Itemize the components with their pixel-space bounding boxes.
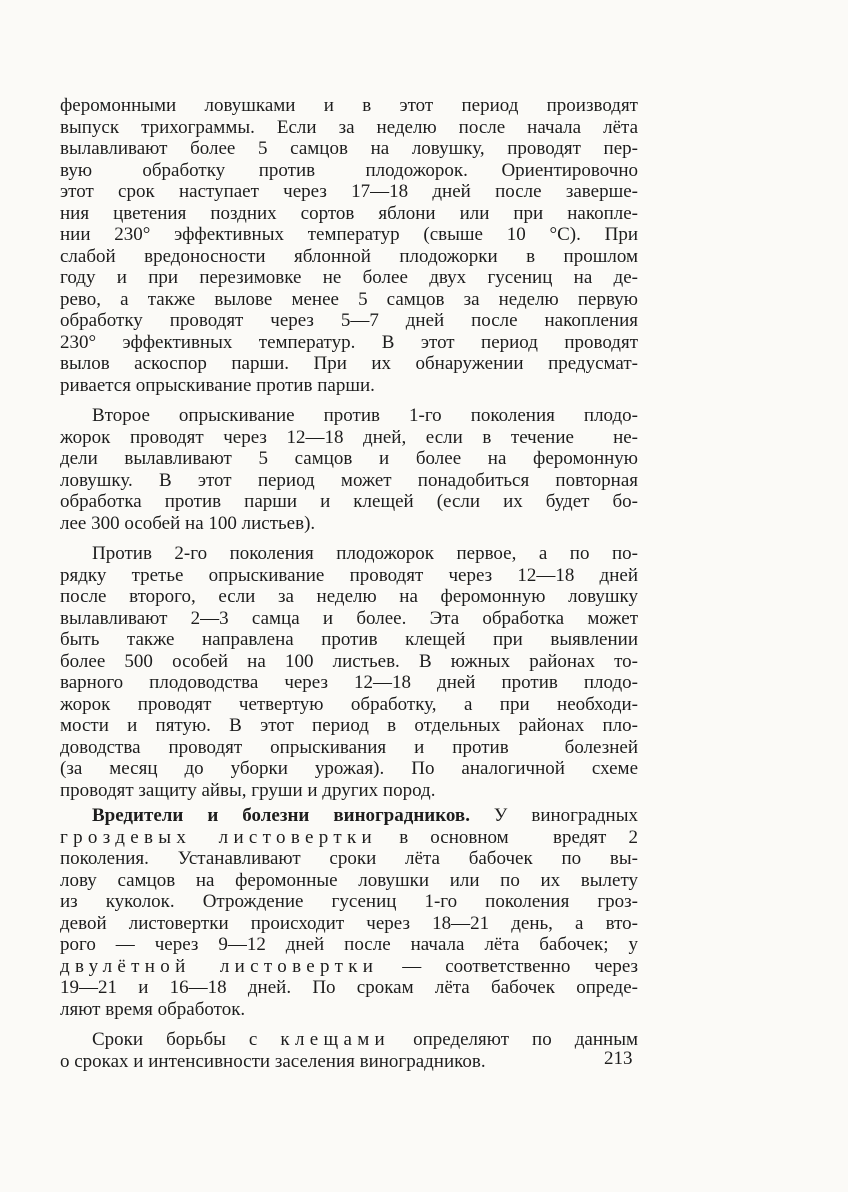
text-line (60, 629, 640, 651)
text-line (60, 405, 640, 427)
text-segment: лову самцов на феромонные ловушки или по их вылету (60, 869, 638, 891)
text-line (60, 310, 640, 332)
text-line (60, 160, 640, 182)
bold-heading: Вредители и болезни виноградников. (92, 805, 470, 826)
text-segment: определяют по данным (390, 1029, 638, 1050)
spaced-term: гроздевых листовертки (60, 826, 378, 848)
text-segment: У виноградных (469, 805, 638, 826)
text-segment: поколения. Устанавливают сроки лёта бабочек по вы- (60, 848, 638, 869)
text-segment: в основном вредят 2 (377, 826, 638, 848)
text-segment: — соответственно через (378, 955, 639, 977)
body-text (60, 95, 640, 1072)
spaced-term: клещами (280, 1029, 391, 1050)
text-segment: вую обработку против плодожорок. Ориентировочно (60, 159, 638, 181)
text-line (60, 999, 640, 1021)
text-segment: дели вылавливают 5 самцов и более на феромонную (60, 448, 638, 469)
page-number: 213 (604, 1048, 633, 1069)
text-line (60, 1029, 640, 1051)
text-segment: быть также направлена против клещей при выявлении (60, 629, 638, 650)
text-line (60, 805, 640, 827)
text-segment: обработку проводят через 5—7 дней после накопления (60, 310, 638, 331)
spaced-term: двулётной листовертки (60, 955, 379, 977)
text-segment: 19—21 и 16—18 дней. По срокам лёта бабочек опреде- (60, 977, 638, 998)
text-segment: ловушку. В этот период может понадобиться повторная (60, 469, 638, 491)
text-segment: выпуск трихограммы. Если за неделю после начала лёта (60, 116, 638, 138)
text-line (60, 427, 640, 449)
text-segment: лее 300 особей на 100 листьев). (60, 512, 316, 534)
text-line (60, 694, 640, 716)
text-line (60, 827, 640, 849)
text-segment: проводят защиту айвы, груши и других пород. (60, 779, 436, 801)
text-segment: рядку третье опрыскивание проводят через 12—18 дней (60, 564, 638, 586)
text-segment: о сроках и интенсивности заселения виноградников. (60, 1050, 486, 1072)
text-line (60, 737, 640, 759)
text-line (60, 608, 640, 630)
text-segment: ривается опрыскивание против парши. (60, 374, 375, 396)
text-segment: обработка против парши и клещей (если их будет бо- (60, 491, 638, 512)
text-line (60, 289, 640, 311)
text-line (60, 448, 640, 470)
text-line (60, 848, 640, 870)
text-line (60, 491, 640, 513)
text-line (60, 246, 640, 268)
text-segment: Против 2-го поколения плодожорок первое, а по по- (92, 543, 638, 564)
text-line (60, 513, 640, 535)
text-segment: рево, а также вылове менее 5 самцов за неделю первую (60, 288, 638, 310)
text-segment: рого — через 9—12 дней после начала лёта бабочек; у (60, 934, 638, 955)
text-segment: слабой вредоносности яблонной плодожорки в прошлом (60, 245, 638, 267)
text-line (60, 470, 640, 492)
text-line (60, 332, 640, 354)
text-segment: Сроки борьбы с (92, 1029, 281, 1050)
text-segment: (за месяц до уборки урожая). По аналогичной схеме (60, 758, 638, 779)
text-line (60, 780, 640, 802)
text-segment: ляют время обработок. (60, 998, 246, 1020)
text-segment: варного плодоводства через 12—18 дней против плодо- (60, 672, 638, 693)
text-segment: более 500 особей на 100 листьев. В южных районах то- (60, 650, 638, 672)
text-segment: Второе опрыскивание против 1-го поколения плодо- (92, 405, 638, 426)
text-segment: году и при перезимовке не более двух гусениц на де- (60, 267, 638, 288)
text-segment: жорок проводят четвертую обработку, а при необходи- (60, 693, 638, 715)
text-segment: вылов аскоспор парши. При их обнаружении предусмат- (60, 353, 638, 374)
text-line (60, 956, 640, 978)
text-segment: этот срок наступает через 17—18 дней после заверше- (60, 181, 638, 202)
text-segment: доводства проводят опрыскивания и против болезней (60, 736, 638, 758)
text-line (60, 565, 640, 587)
text-line (60, 224, 640, 246)
text-line (60, 870, 640, 892)
text-line (60, 913, 640, 935)
text-segment: ния цветения поздних сортов яблони или при накопле- (60, 202, 638, 224)
text-line (60, 353, 640, 375)
text-line (60, 181, 640, 203)
text-segment: после второго, если за неделю на феромонную ловушку (60, 586, 638, 607)
text-segment: жорок проводят через 12—18 дней, если в течение не- (60, 426, 638, 448)
text-line (60, 117, 640, 139)
text-line (60, 267, 640, 289)
text-line (60, 543, 640, 565)
text-line (60, 138, 640, 160)
text-line (60, 715, 640, 737)
text-segment: девой листовертки происходит через 18—21 день, а вто- (60, 912, 638, 934)
text-line (60, 1051, 640, 1073)
text-line (60, 95, 640, 117)
text-segment: из куколок. Отрождение гусениц 1-го поколения грoз- (60, 891, 638, 912)
text-line (60, 891, 640, 913)
text-line (60, 651, 640, 673)
text-line (60, 672, 640, 694)
text-segment: нии 230° эффективных температур (свыше 10 °С). При (60, 224, 638, 245)
text-segment: вылавливают более 5 самцов на ловушку, проводят пер- (60, 138, 638, 159)
text-segment: вылавливают 2—3 самца и более. Эта обработка может (60, 607, 638, 629)
text-segment: 230° эффективных температур. В этот период проводят (60, 331, 638, 353)
text-line (60, 977, 640, 999)
text-segment: мости и пятую. В этот период в отдельных районах пло- (60, 715, 638, 736)
text-line (60, 758, 640, 780)
text-line (60, 934, 640, 956)
text-line (60, 586, 640, 608)
text-line (60, 375, 640, 397)
text-line (60, 203, 640, 225)
text-segment: феромонными ловушками и в этот период производят (60, 95, 638, 116)
